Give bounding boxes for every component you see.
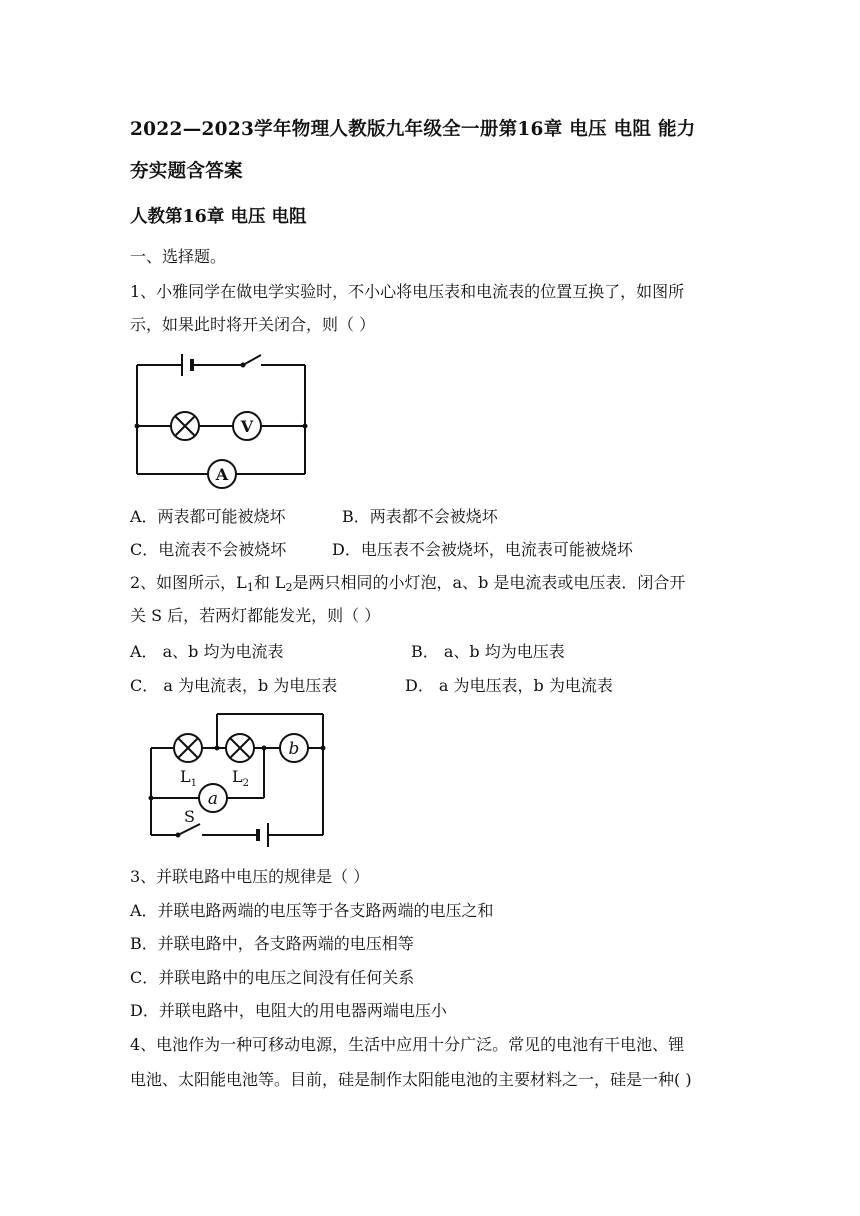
q1-voltmeter-label: V [240,417,254,436]
q2-stem-line-2: 关 S 后，若两灯都能发光，则（ ） [130,606,381,625]
q1-option-d: D．电压表不会被烧坏，电流表可能被烧坏 [332,540,633,559]
document-title-line-1: 2022—2023学年物理人教版九年级全一册第16章 电压 电阻 能力 [130,119,696,140]
q1-circuit-diagram [125,348,315,490]
chapter-heading: 人教第16章 电压 电阻 [130,207,307,227]
q4-stem-line-1: 4、电池作为一种可移动电源，生活中应用十分广泛。常见的电池有干电池、锂 [130,1035,685,1054]
q2-lamp-l1-icon [174,734,202,762]
q1-option-b: B．两表都不会被烧坏 [342,507,498,526]
q2-lamp-l2-label: $L_2$ [232,767,249,789]
q2-circuit-diagram [140,706,335,851]
q2-option-b: B． a、b 均为电压表 [411,642,565,661]
q2-stem-line-1: 2、如图所示，$L_1$和 $L_2$是两只相同的小灯泡，a、b 是电流表或电压表．闭合开 [130,573,686,594]
section-heading: 一、选择题。 [130,247,227,266]
q2-option-d: D． a 为电压表，b 为电流表 [405,676,613,695]
q1-option-c: C．电流表不会被烧坏 [130,540,287,559]
q3-option-d: D．并联电路中，电阻大的用电器两端电压小 [130,1001,447,1020]
q4-stem-line-2: 电池、太阳能电池等。目前，硅是制作太阳能电池的主要材料之一，硅是一种( ) [130,1070,692,1089]
q2-option-a: A． a、b 均为电流表 [130,642,284,661]
q3-option-c: C．并联电路中的电压之间没有任何关系 [130,968,415,987]
q2-meter-b-label: b [288,739,300,759]
q1-lamp-icon [171,412,199,440]
q1-switch-icon [243,355,261,365]
q2-lamp-l1-label: $L_1$ [180,767,197,789]
q1-ammeter-label: A [215,465,229,484]
q3-option-b: B．并联电路中，各支路两端的电压相等 [130,934,414,953]
q2-lamp-l2-icon [226,734,254,762]
q3-stem: 3、并联电路中电压的规律是（ ） [130,867,370,886]
q2-option-c: C． a 为电流表，b 为电压表 [130,676,338,695]
q1-stem-line-2: 示，如果此时将开关闭合，则（ ） [130,315,376,334]
q2-switch-label: S [184,807,195,826]
q1-option-a: A．两表都可能被烧坏 [130,507,286,526]
document-title-line-2: 夯实题含答案 [130,161,243,182]
q1-stem-line-1: 1、小雅同学在做电学实验时，不小心将电压表和电流表的位置互换了，如图所 [130,282,685,301]
q2-meter-a-label: a [207,789,219,809]
q3-option-a: A．并联电路两端的电压等于各支路两端的电压之和 [130,901,494,920]
